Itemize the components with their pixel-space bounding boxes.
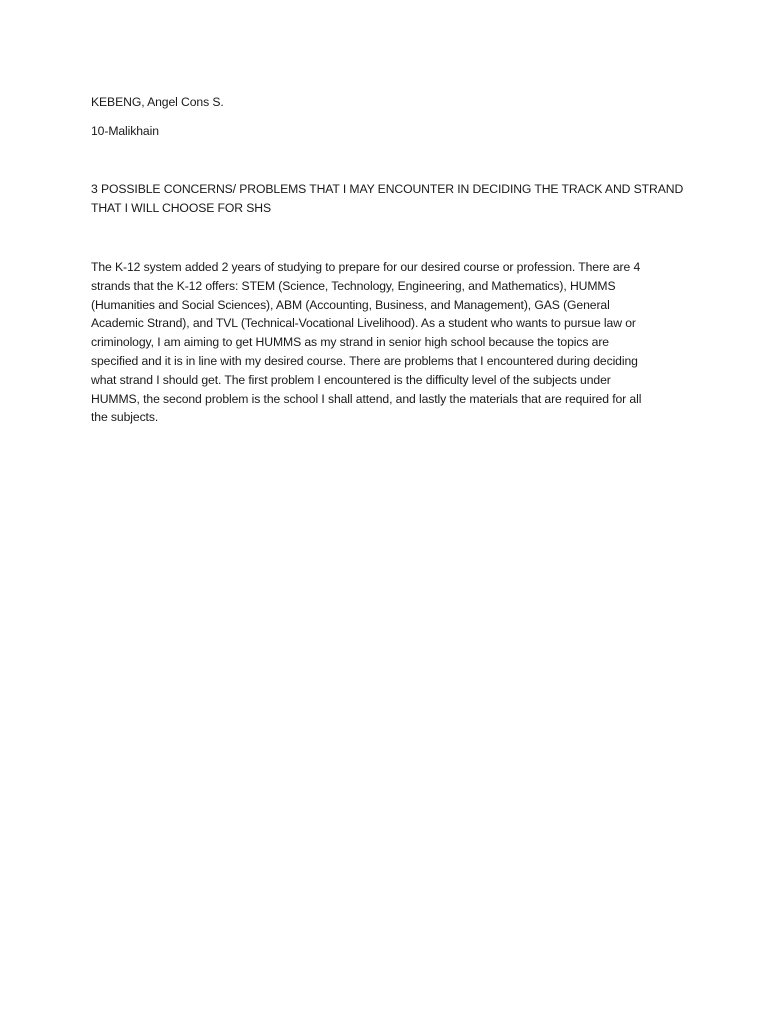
paragraph-line: specified and it is in line with my desired course. There are problems that I encountered during deciding bbox=[91, 353, 638, 368]
class-section: 10-Malikhain bbox=[91, 124, 159, 138]
paragraph-line: strands that the K-12 offers: STEM (Science, Technology, Engineering, and Mathematics), HUMMS bbox=[91, 278, 616, 293]
heading-line: THAT I WILL CHOOSE FOR SHS bbox=[91, 200, 272, 215]
paragraph-line: the subjects. bbox=[91, 410, 159, 425]
body-paragraph bbox=[91, 258, 691, 427]
document-heading bbox=[91, 180, 691, 218]
paragraph-line: HUMMS, the second problem is the school I shall attend, and lastly the materials that are required for all bbox=[91, 391, 642, 406]
paragraph-line: Academic Strand), and TVL (Technical-Vocational Livelihood). As a student who wants to pursue law or bbox=[91, 316, 636, 331]
heading-line: 3 POSSIBLE CONCERNS/ PROBLEMS THAT I MAY ENCOUNTER IN DECIDING THE TRACK AND STRAND bbox=[91, 182, 684, 196]
paragraph-line: criminology, I am aiming to get HUMMS as my strand in senior high school because the topics are bbox=[91, 335, 609, 350]
paragraph-line: what strand I should get. The first problem I encountered is the difficulty level of the subjects under bbox=[91, 372, 611, 387]
paragraph-line: (Humanities and Social Sciences), ABM (Accounting, Business, and Management), GAS (General bbox=[91, 297, 610, 312]
student-name: KEBENG, Angel Cons S. bbox=[91, 95, 224, 109]
paragraph-line: The K-12 system added 2 years of studying to prepare for our desired course or profession. There are 4 bbox=[91, 260, 641, 274]
